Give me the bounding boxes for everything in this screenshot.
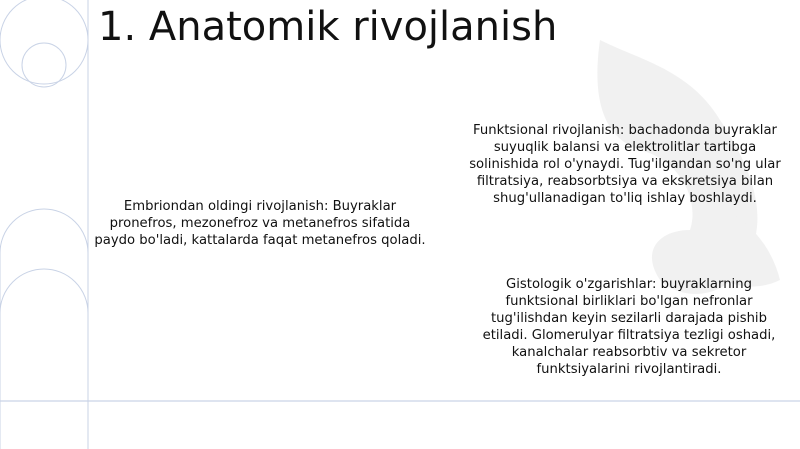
small-circle-outline — [22, 43, 66, 87]
arch-outline-lower — [0, 269, 88, 313]
embryonic-development-text: Embriondan oldingi rivojlanish: Buyraklar pronefros, mezonefroz va metanefros sifatida paydo bo'ladi, kattalarda faqat metanefros qoladi. — [94, 199, 426, 248]
large-circle-outline — [0, 0, 88, 84]
functional-development-text: Funktsional rivojlanish: bachadonda buyraklar suyuqlik balansi va elektrolitlar tartibga solinishida rol o'ynaydi. Tug'ilgandan so'ng ular filtratsiya, reabsorbtsiya va ekskretsiya bilan shug'ullanadigan to'liq ishlay boshlaydi. — [469, 123, 781, 206]
arch-outline-upper — [0, 209, 88, 449]
histological-changes-text: Gistologik o'zgarishlar: buyraklarning funktsional birliklari bo'lgan nefronlar tug'ilishdan keyin sezilarli darajada pishib etiladi. Glomerulyar filtratsiya tezligi oshadi, kanalchalar reabsorbtiv va sekretor funktsiyalarini rivojlantiradi. — [482, 277, 776, 377]
slide-title: 1. Anatomik rivojlanish — [98, 4, 558, 50]
